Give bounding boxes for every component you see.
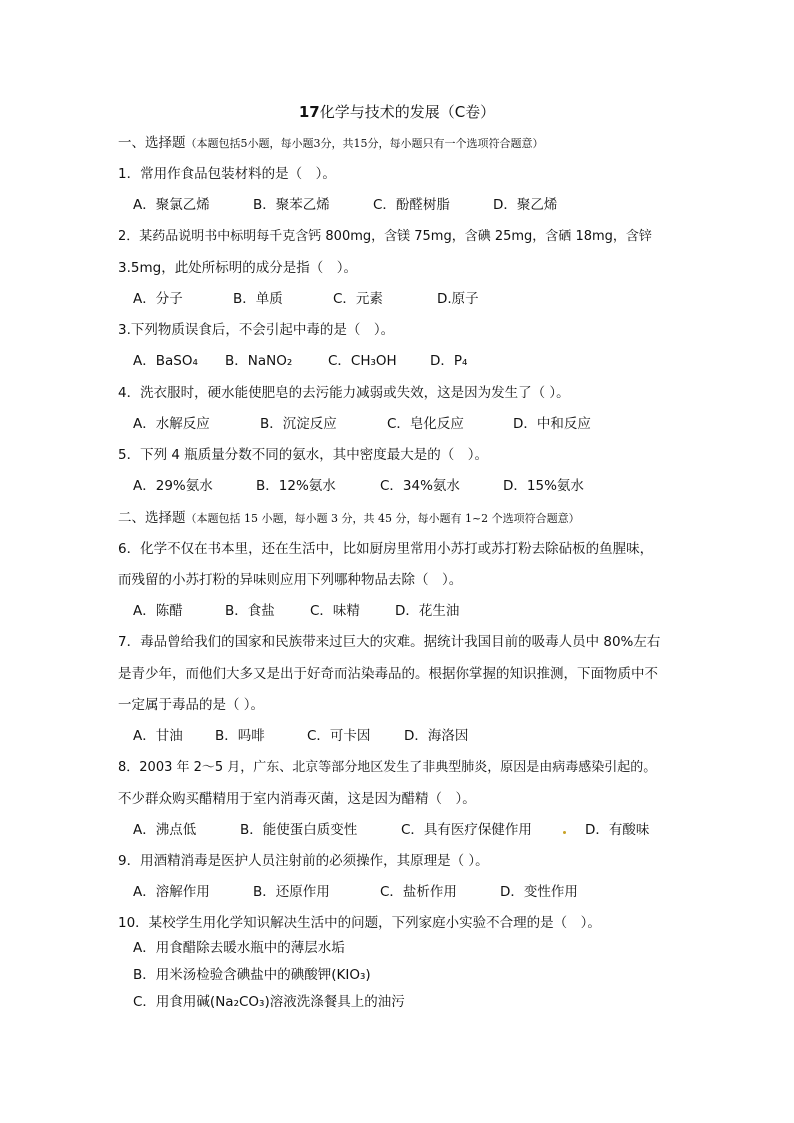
q10-stem: 10．某校学生用化学知识解决生活中的问题，下列家庭小实验不合理的是（ ）。 [118,915,601,931]
section1-heading-text: 一、选择题 [118,135,186,151]
stray-dot-mark [563,831,566,834]
q6-stem-line1: 6．化学不仅在书本里，还在生活中，比如厨房里常用小苏打或苏打粉去除砧板的鱼腥味， [118,541,654,557]
q8-option-c: C．具有医疗保健作用 [401,822,532,838]
q2-option-b: B．单质 [233,291,283,307]
q3-option-b: B．NaNO₂ [225,353,293,369]
section1-note: （本题包括5小题，每小题3分，共15分，每小题只有一个选项符合题意） [185,137,544,150]
q6-option-b: B．食盐 [225,603,275,619]
q4-stem: 4．洗衣服时，硬水能使肥皂的去污能力减弱或失效，这是因为发生了（ ）。 [118,385,570,401]
q8-option-d: D．有酸味 [585,822,650,838]
q4-option-a: A．水解反应 [133,416,210,432]
section2-note: （本题包括 15 小题，每小题 3 分，共 45 分，每小题有 1~2 个选项符合题意） [185,512,580,525]
q7-option-b: B．吗啡 [215,728,265,744]
q6-stem-line2: 而残留的小苏打粉的异味则应用下列哪种物品去除（ ）。 [118,572,463,588]
q3-option-c: C．CH₃OH [328,353,397,369]
q3-option-a: A．BaSO₄ [133,353,198,369]
section2-heading-text: 二、选择题 [118,510,186,526]
q9-option-b: B．还原作用 [253,884,330,900]
q7-option-c: C．可卡因 [307,728,371,744]
q4-option-b: B．沉淀反应 [260,416,337,432]
q10-option-c: C．用食用碱(Na₂CO₃)溶液洗涤餐具上的油污 [133,994,405,1010]
q1-option-d: D．聚乙烯 [493,197,558,213]
q2-option-c: C．元素 [333,291,383,307]
q2-option-d: D.原子 [437,291,479,307]
q6-option-a: A．陈醋 [133,603,183,619]
q6-option-c: C．味精 [310,603,360,619]
q4-option-d: D．中和反应 [513,416,591,432]
section2-heading [118,508,580,529]
q8-option-a: A．沸点低 [133,822,197,838]
q7-stem-line1: 7．毒品曾给我们的国家和民族带来过巨大的灾难。据统计我国目前的吸毒人员中 80%左右 [118,634,661,650]
q2-option-a: A．分子 [133,291,183,307]
q1-option-b: B．聚苯乙烯 [253,197,330,213]
q8-option-b: B．能使蛋白质变性 [240,822,358,838]
q7-stem-line3: 一定属于毒品的是（ ）。 [118,697,265,713]
q5-stem: 5．下列 4 瓶质量分数不同的氨水，其中密度最大是的（ ）。 [118,447,489,463]
q1-stem: 1．常用作食品包装材料的是（ ）。 [118,166,336,182]
q5-option-b: B．12%氨水 [256,478,336,494]
q5-option-c: C．34%氨水 [380,478,460,494]
page-title [0,102,794,122]
q10-option-a: A．用食醋除去暖水瓶中的薄层水垢 [133,940,345,956]
q2-stem-line1: 2．某药品说明书中标明每千克含钙 800mg，含镁 75mg，含碘 25mg，含硒 18mg，含锌 [118,229,652,244]
q7-option-d: D．海洛因 [404,728,469,744]
q7-stem-line2: 是青少年，而他们大多又是出于好奇而沾染毒品的。根据你掌握的知识推测，下面物质中不 [118,666,658,682]
q3-option-d: D．P₄ [430,353,468,369]
section1-heading [118,133,544,154]
q10-option-b: B．用米汤检验含碘盐中的碘酸钾(KIO₃) [133,967,371,983]
q8-stem-line2: 不少群众购买醋精用于室内消毒灭菌，这是因为醋精（ ）。 [118,791,476,807]
title-text: 化学与技术的发展（C卷） [319,103,496,121]
q9-option-c: C．盐析作用 [380,884,457,900]
q5-option-a: A．29%氨水 [133,478,213,494]
q5-option-d: D．15%氨水 [503,478,584,494]
q6-option-d: D．花生油 [395,603,460,619]
q1-option-a: A．聚氯乙烯 [133,197,210,213]
q8-stem-line1: 8．2003 年 2～5 月，广东、北京等部分地区发生了非典型肺炎，原因是由病毒感染引起的。 [118,760,657,775]
q9-option-a: A．溶解作用 [133,884,210,900]
q9-stem: 9．用酒精消毒是医护人员注射前的必须操作，其原理是（ ）。 [118,853,489,869]
title-number: 17 [298,103,320,121]
q3-stem: 3.下列物质误食后，不会引起中毒的是（ ）。 [118,322,395,338]
q2-stem-line2: 3.5mg，此处所标明的成分是指（ ）。 [118,260,357,276]
q1-option-c: C．酚醛树脂 [373,197,450,213]
q9-option-d: D．变性作用 [500,884,578,900]
q4-option-c: C．皂化反应 [387,416,464,432]
q7-option-a: A．甘油 [133,728,183,744]
